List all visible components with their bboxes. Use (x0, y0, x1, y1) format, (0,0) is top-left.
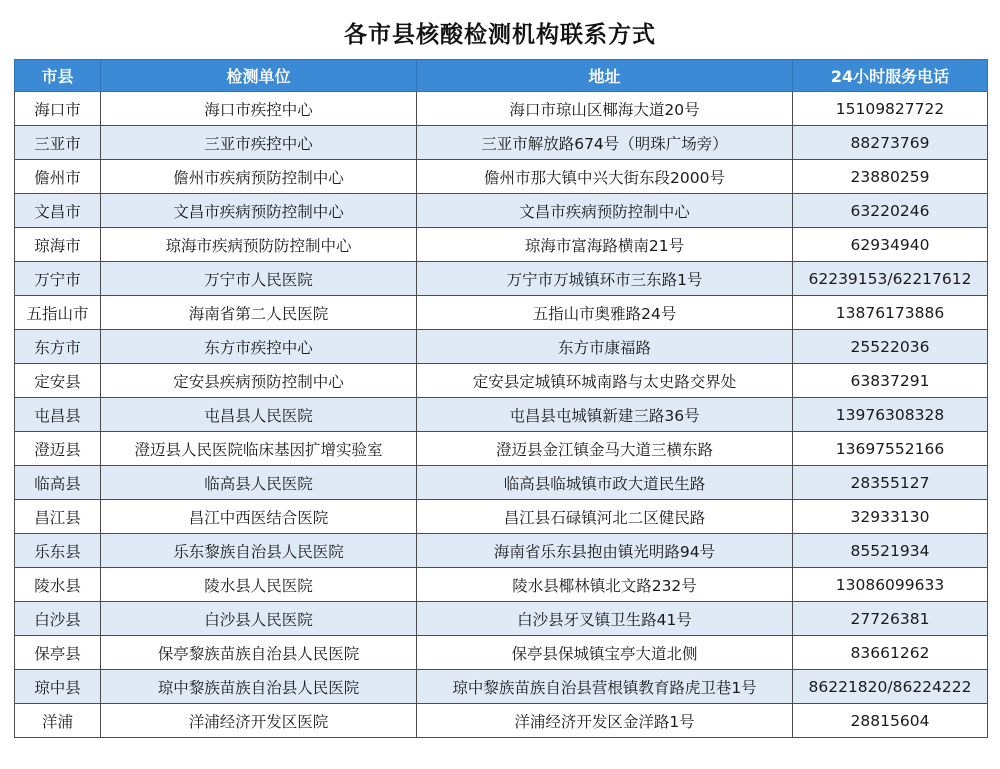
cell-phone: 83661262 (793, 636, 988, 670)
table-row (15, 160, 988, 194)
table-row (15, 466, 988, 500)
cell-phone: 13697552166 (793, 432, 988, 466)
cell-unit: 屯昌县人民医院 (101, 398, 417, 432)
table-row (15, 126, 988, 160)
cell-city: 屯昌县 (15, 398, 101, 432)
cell-address: 东方市康福路 (417, 330, 793, 364)
cell-city: 昌江县 (15, 500, 101, 534)
cell-address: 海口市琼山区椰海大道20号 (417, 92, 793, 126)
cell-unit: 澄迈县人民医院临床基因扩增实验室 (101, 432, 417, 466)
cell-phone: 63220246 (793, 194, 988, 228)
cell-phone: 13976308328 (793, 398, 988, 432)
cell-address: 五指山市奥雅路24号 (417, 296, 793, 330)
cell-unit: 白沙县人民医院 (101, 602, 417, 636)
cell-unit: 定安县疾病预防控制中心 (101, 364, 417, 398)
table-row (15, 398, 988, 432)
cell-unit: 儋州市疾病预防控制中心 (101, 160, 417, 194)
cell-phone: 13876173886 (793, 296, 988, 330)
cell-phone: 28355127 (793, 466, 988, 500)
table-header-row (15, 60, 988, 92)
table-row (15, 568, 988, 602)
cell-city: 海口市 (15, 92, 101, 126)
cell-unit: 东方市疾控中心 (101, 330, 417, 364)
cell-city: 文昌市 (15, 194, 101, 228)
cell-phone: 28815604 (793, 704, 988, 738)
cell-address: 白沙县牙叉镇卫生路41号 (417, 602, 793, 636)
cell-phone: 25522036 (793, 330, 988, 364)
cell-unit: 三亚市疾控中心 (101, 126, 417, 160)
table-row (15, 228, 988, 262)
cell-phone: 86221820/86224222 (793, 670, 988, 704)
header-unit: 检测单位 (101, 60, 417, 92)
cell-address: 儋州市那大镇中兴大街东段2000号 (417, 160, 793, 194)
cell-unit: 陵水县人民医院 (101, 568, 417, 602)
table-row (15, 670, 988, 704)
cell-address: 定安县定城镇环城南路与太史路交界处 (417, 364, 793, 398)
table-row (15, 92, 988, 126)
table-row (15, 194, 988, 228)
header-phone: 24小时服务电话 (793, 60, 988, 92)
cell-address: 屯昌县屯城镇新建三路36号 (417, 398, 793, 432)
cell-phone: 23880259 (793, 160, 988, 194)
table-body (15, 92, 988, 738)
contact-table (14, 59, 988, 738)
cell-address: 昌江县石碌镇河北二区健民路 (417, 500, 793, 534)
cell-city: 保亭县 (15, 636, 101, 670)
cell-phone: 63837291 (793, 364, 988, 398)
page-title: 各市县核酸检测机构联系方式 (344, 22, 656, 48)
cell-unit: 洋浦经济开发区医院 (101, 704, 417, 738)
cell-unit: 文昌市疾病预防控制中心 (101, 194, 417, 228)
cell-unit: 昌江中西医结合医院 (101, 500, 417, 534)
cell-address: 临高县临城镇市政大道民生路 (417, 466, 793, 500)
cell-city: 琼海市 (15, 228, 101, 262)
cell-city: 万宁市 (15, 262, 101, 296)
cell-city: 白沙县 (15, 602, 101, 636)
cell-city: 琼中县 (15, 670, 101, 704)
table-row (15, 432, 988, 466)
header-city: 市县 (15, 60, 101, 92)
cell-address: 陵水县椰林镇北文路232号 (417, 568, 793, 602)
table-row (15, 534, 988, 568)
cell-phone: 62239153/62217612 (793, 262, 988, 296)
cell-address: 洋浦经济开发区金洋路1号 (417, 704, 793, 738)
cell-city: 乐东县 (15, 534, 101, 568)
cell-phone: 15109827722 (793, 92, 988, 126)
cell-address: 琼海市富海路横南21号 (417, 228, 793, 262)
cell-city: 儋州市 (15, 160, 101, 194)
header-address: 地址 (417, 60, 793, 92)
table-row (15, 262, 988, 296)
cell-address: 三亚市解放路674号（明珠广场旁） (417, 126, 793, 160)
cell-city: 洋浦 (15, 704, 101, 738)
cell-city: 三亚市 (15, 126, 101, 160)
cell-address: 文昌市疾病预防控制中心 (417, 194, 793, 228)
table-row (15, 704, 988, 738)
cell-address: 万宁市万城镇环市三东路1号 (417, 262, 793, 296)
table-row (15, 330, 988, 364)
table-row (15, 602, 988, 636)
cell-address: 澄迈县金江镇金马大道三横东路 (417, 432, 793, 466)
cell-city: 澄迈县 (15, 432, 101, 466)
cell-unit: 保亭黎族苗族自治县人民医院 (101, 636, 417, 670)
cell-city: 五指山市 (15, 296, 101, 330)
cell-phone: 62934940 (793, 228, 988, 262)
table-row (15, 296, 988, 330)
cell-address: 琼中黎族苗族自治县营根镇教育路虎卫巷1号 (417, 670, 793, 704)
table-row (15, 636, 988, 670)
cell-city: 临高县 (15, 466, 101, 500)
cell-phone: 13086099633 (793, 568, 988, 602)
cell-address: 保亭县保城镇宝亭大道北侧 (417, 636, 793, 670)
cell-unit: 万宁市人民医院 (101, 262, 417, 296)
cell-city: 定安县 (15, 364, 101, 398)
cell-unit: 海口市疾控中心 (101, 92, 417, 126)
cell-city: 东方市 (15, 330, 101, 364)
cell-phone: 88273769 (793, 126, 988, 160)
table-row (15, 500, 988, 534)
cell-address: 海南省乐东县抱由镇光明路94号 (417, 534, 793, 568)
table-row (15, 364, 988, 398)
cell-unit: 海南省第二人民医院 (101, 296, 417, 330)
cell-phone: 32933130 (793, 500, 988, 534)
cell-unit: 临高县人民医院 (101, 466, 417, 500)
cell-city: 陵水县 (15, 568, 101, 602)
cell-unit: 琼中黎族苗族自治县人民医院 (101, 670, 417, 704)
cell-unit: 琼海市疾病预防防控制中心 (101, 228, 417, 262)
cell-phone: 27726381 (793, 602, 988, 636)
cell-phone: 85521934 (793, 534, 988, 568)
cell-unit: 乐东黎族自治县人民医院 (101, 534, 417, 568)
